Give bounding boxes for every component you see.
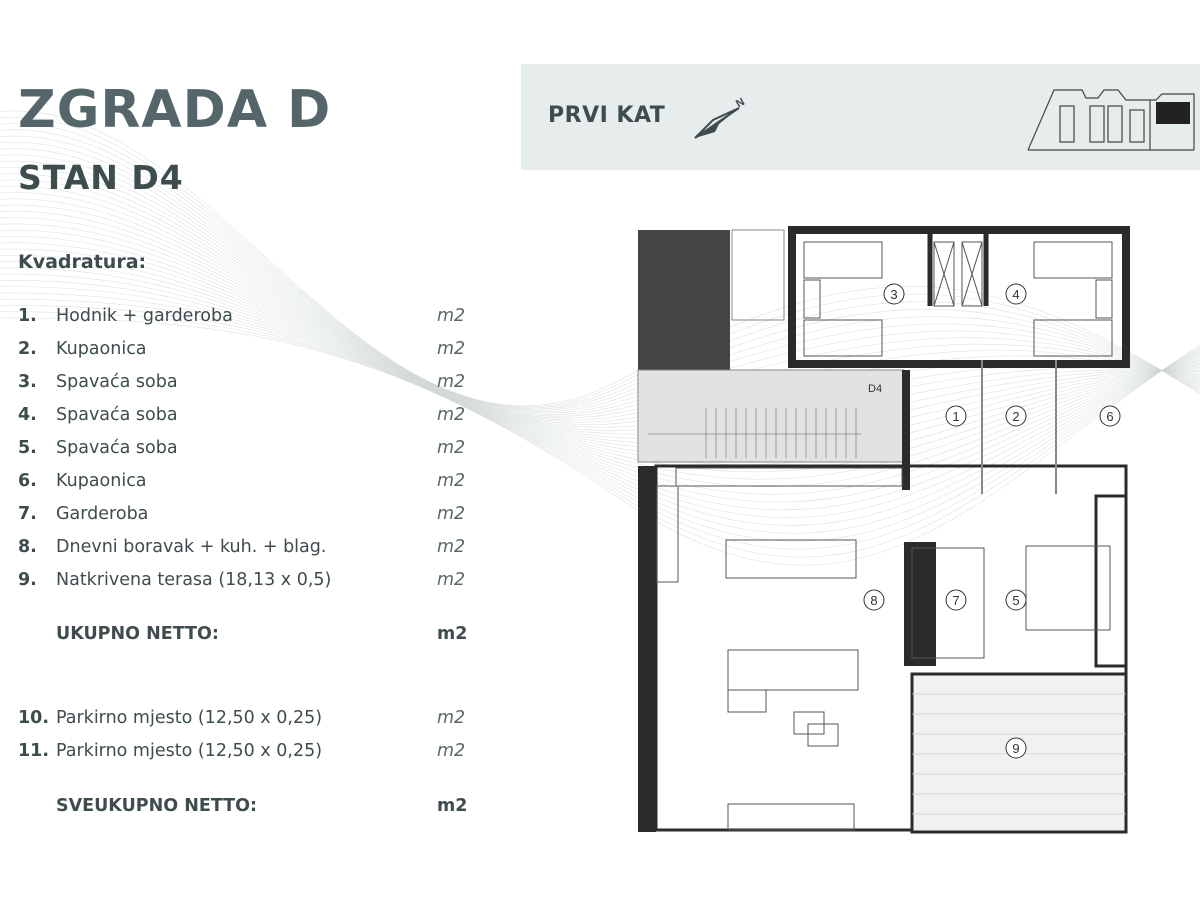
building-key-plan-icon (1026, 74, 1196, 156)
stairwell-wall (638, 230, 730, 370)
row-unit: m2 (437, 504, 466, 524)
building-title: ZGRADA D (18, 80, 332, 140)
apartment-title: STAN D4 (18, 158, 184, 197)
row-label: Parkirno mjesto (12,50 x 0,25) (56, 708, 323, 728)
row-unit: m2 (437, 741, 466, 761)
row-label: Spavaća soba (56, 372, 178, 392)
row-label: UKUPNO NETTO: (56, 624, 219, 644)
row-label: Spavaća soba (56, 405, 178, 425)
row-label: Kupaonica (56, 339, 147, 359)
row-unit: m2 (437, 570, 466, 590)
row-unit: m2 (437, 708, 466, 728)
room-number: 7 (952, 593, 960, 608)
room-number: 1 (952, 409, 960, 424)
kitchen-counter (676, 468, 902, 486)
compass-letter: N (734, 96, 747, 111)
wardrobe-wall (904, 542, 936, 666)
row-number: 10. (18, 708, 50, 728)
row-unit: m2 (437, 471, 466, 491)
row-unit: m2 (437, 372, 466, 392)
bedrooms-north-walls (792, 230, 1126, 364)
row-number: 5. (18, 438, 37, 458)
room-number: 6 (1106, 409, 1114, 424)
furniture-bedrooms (804, 242, 1112, 356)
row-unit: m2 (437, 796, 468, 816)
sofa (728, 650, 858, 690)
floor-header (521, 64, 1200, 170)
row-number: 6. (18, 471, 37, 491)
room-number: 2 (1012, 409, 1020, 424)
shaft (732, 230, 784, 320)
row-label: Kupaonica (56, 471, 147, 491)
stair-corridor (638, 370, 904, 462)
row-number: 4. (18, 405, 37, 425)
row-number: 2. (18, 339, 37, 359)
dining-table (726, 540, 856, 578)
row-label: Garderoba (56, 504, 149, 524)
row-number: 11. (18, 741, 50, 761)
north-arrow-icon (691, 96, 751, 142)
row-unit: m2 (437, 339, 466, 359)
row-number: 7. (18, 504, 37, 524)
room-number: 3 (890, 287, 898, 302)
row-unit: m2 (437, 537, 466, 557)
room-number: 9 (1012, 741, 1020, 756)
room-number: 5 (1012, 593, 1020, 608)
floor-plan (636, 196, 1156, 886)
row-label: Dnevni boravak + kuh. + blag. (56, 537, 327, 557)
floor-label: PRVI KAT (548, 103, 666, 128)
row-label: Spavaća soba (56, 438, 178, 458)
row-unit: m2 (437, 306, 466, 326)
room-number: 8 (870, 593, 878, 608)
row-number: 8. (18, 537, 37, 557)
entrance-label: D4 (868, 383, 883, 395)
west-wall (638, 466, 656, 832)
row-label: Hodnik + garderoba (56, 306, 233, 326)
row-unit: m2 (437, 438, 466, 458)
row-label: SVEUKUPNO NETTO: (56, 796, 257, 816)
area-list-heading: Kvadratura: (18, 251, 147, 273)
row-number: 9. (18, 570, 37, 590)
row-unit: m2 (437, 624, 468, 644)
room-number: 4 (1012, 287, 1020, 302)
row-number: 3. (18, 372, 37, 392)
tv-unit (728, 804, 854, 830)
row-number: 1. (18, 306, 37, 326)
row-unit: m2 (437, 405, 466, 425)
row-label: Natkrivena terasa (18,13 x 0,5) (56, 570, 332, 590)
row-label: Parkirno mjesto (12,50 x 0,25) (56, 741, 323, 761)
